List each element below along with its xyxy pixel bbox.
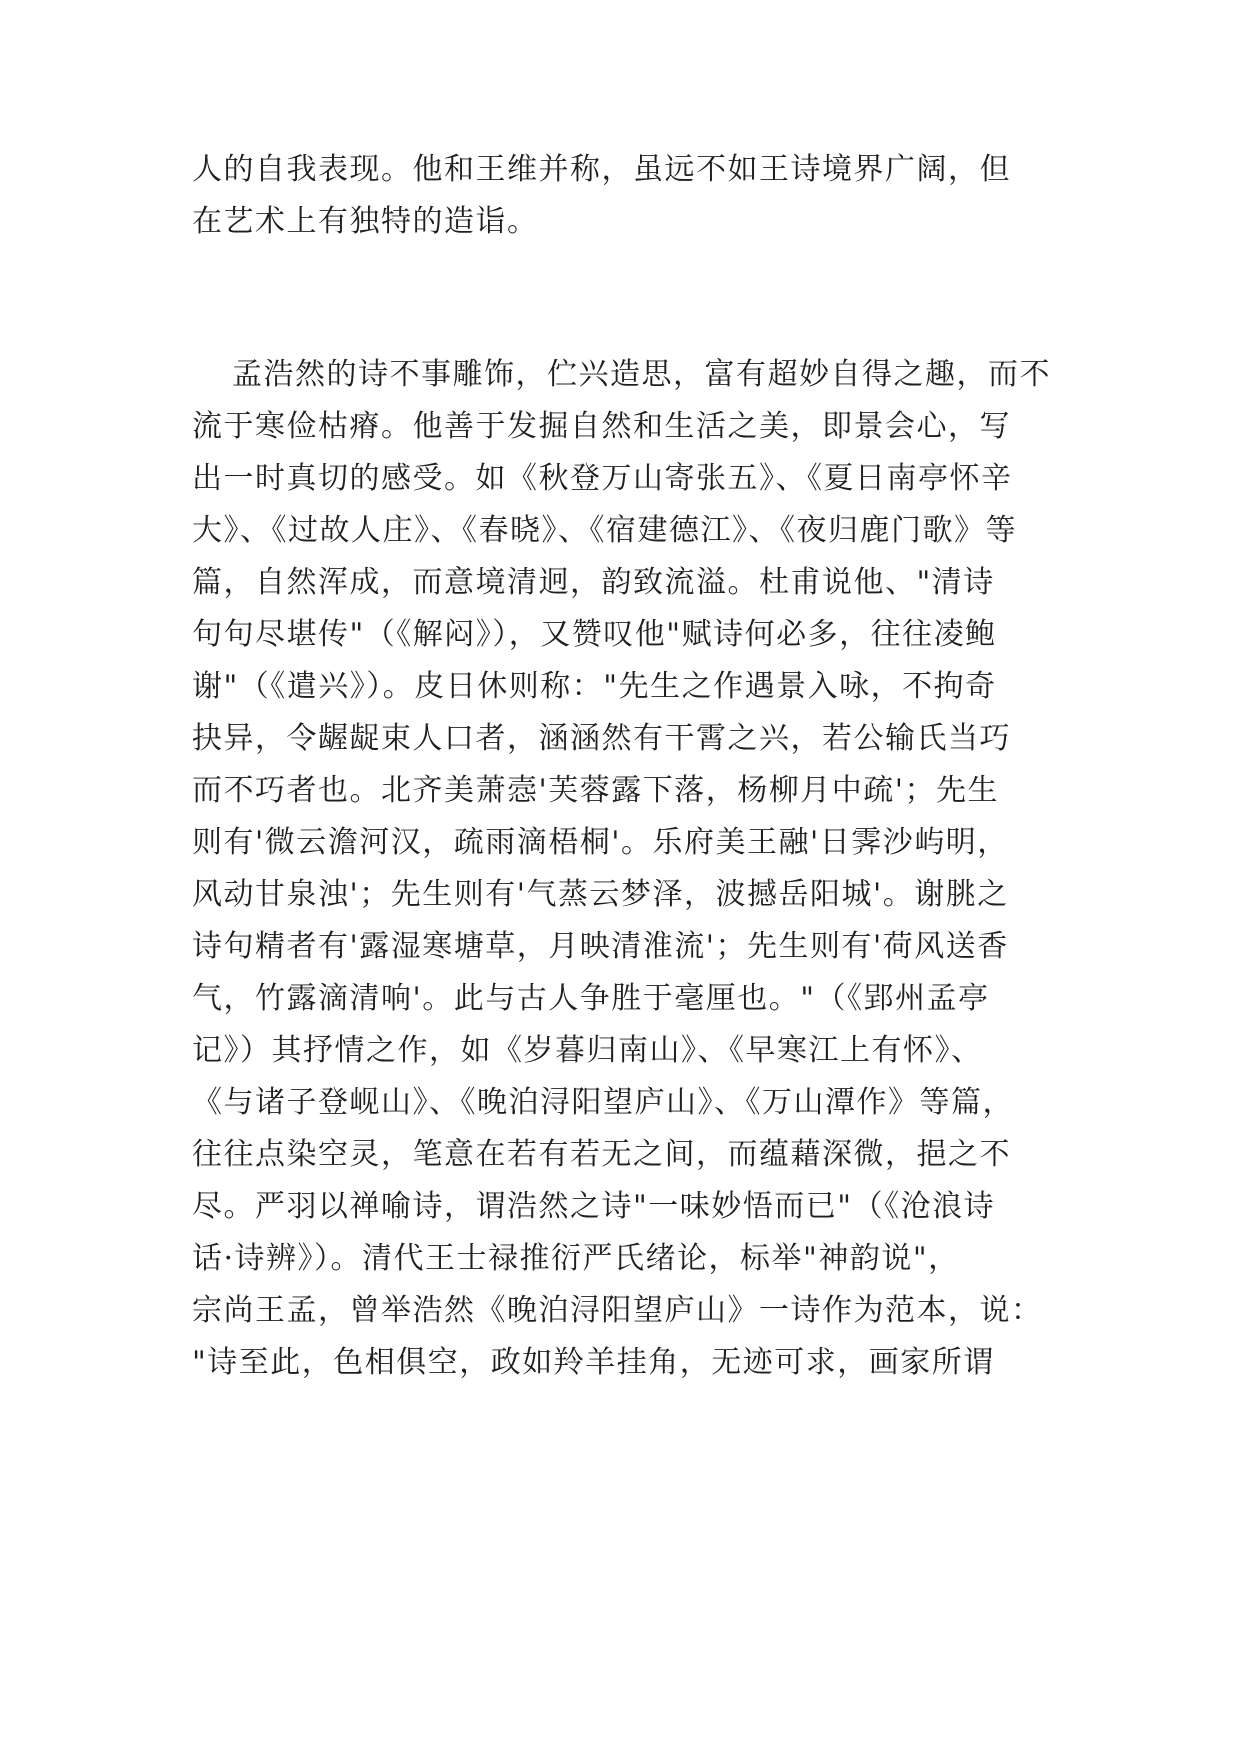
paragraph-line: 篇，自然浑成，而意境清迥，韵致流溢。杜甫说他、"清诗 bbox=[192, 565, 995, 600]
paragraph-line: 尽。严羽以禅喻诗，谓浩然之诗"一味妙悟而已"（《沧浪诗 bbox=[192, 1189, 996, 1224]
paragraph-line: 抉异，令龌龊束人口者，涵涵然有干霄之兴，若公输氏当巧 bbox=[192, 721, 1011, 756]
paragraph-line: 则有'微云澹河汉，疏雨滴梧桐'。乐府美王融'日霁沙屿明， bbox=[192, 825, 1009, 860]
paragraph-line: 句句尽堪传"（《解闷》），又赞叹他"赋诗何必多，往往凌鲍 bbox=[192, 617, 997, 652]
paragraph-line: 出一时真切的感受。如《秋登万山寄张五》、《夏日南亭怀辛 bbox=[192, 461, 1013, 496]
paragraph-line: 《与诸子登岘山》、《晚泊浔阳望庐山》、《万山潭作》等篇， bbox=[192, 1085, 1014, 1120]
paragraph-line: 风动甘泉浊'；先生则有'气蒸云梦泽，波撼岳阳城'。谢朓之 bbox=[192, 877, 1009, 912]
paragraph-line: 孟浩然的诗不事雕饰，伫兴造思，富有超妙自得之趣，而不 bbox=[232, 357, 1051, 392]
paragraph-line: 而不巧者也。北齐美萧悫'芙蓉露下落，杨柳月中疏'；先生 bbox=[192, 773, 999, 808]
paragraph-line: 往往点染空灵，笔意在若有若无之间，而蕴藉深微，挹之不 bbox=[192, 1137, 1011, 1172]
paragraph-line: 记》）其抒情之作，如《岁暮归南山》、《早寒江上有怀》、 bbox=[192, 1033, 983, 1068]
paragraph-line: 宗尚王孟，曾举浩然《晚泊浔阳望庐山》一诗作为范本，说： bbox=[192, 1293, 1043, 1328]
paragraph-line: 在艺术上有独特的造诣。 bbox=[192, 204, 539, 239]
paragraph-line: 谢"（《遣兴》）。皮日休则称："先生之作遇景入咏，不拘奇 bbox=[192, 669, 997, 704]
paragraph-line: 人的自我表现。他和王维并称，虽远不如王诗境界广阔，但 bbox=[192, 152, 1011, 187]
paragraph-line: 气，竹露滴清响'。此与古人争胜于毫厘也。"（《郢州孟亭 bbox=[192, 981, 990, 1016]
paragraph-line: "诗至此，色相俱空，政如羚羊挂角，无迹可求，画家所谓 bbox=[192, 1345, 995, 1380]
paragraph-line: 流于寒俭枯瘠。他善于发掘自然和生活之美，即景会心，写 bbox=[192, 409, 1011, 444]
paragraph-line: 话·诗辨》）。清代王士禄推衍严氏绪论，标举"神韵说"， bbox=[192, 1241, 960, 1276]
paragraph-line: 诗句精者有'露湿寒塘草，月映清淮流'；先生则有'荷风送香 bbox=[192, 929, 1009, 964]
paragraph-line: 大》、《过故人庄》、《春晓》、《宿建德江》、《夜归鹿门歌》等 bbox=[192, 513, 1017, 548]
